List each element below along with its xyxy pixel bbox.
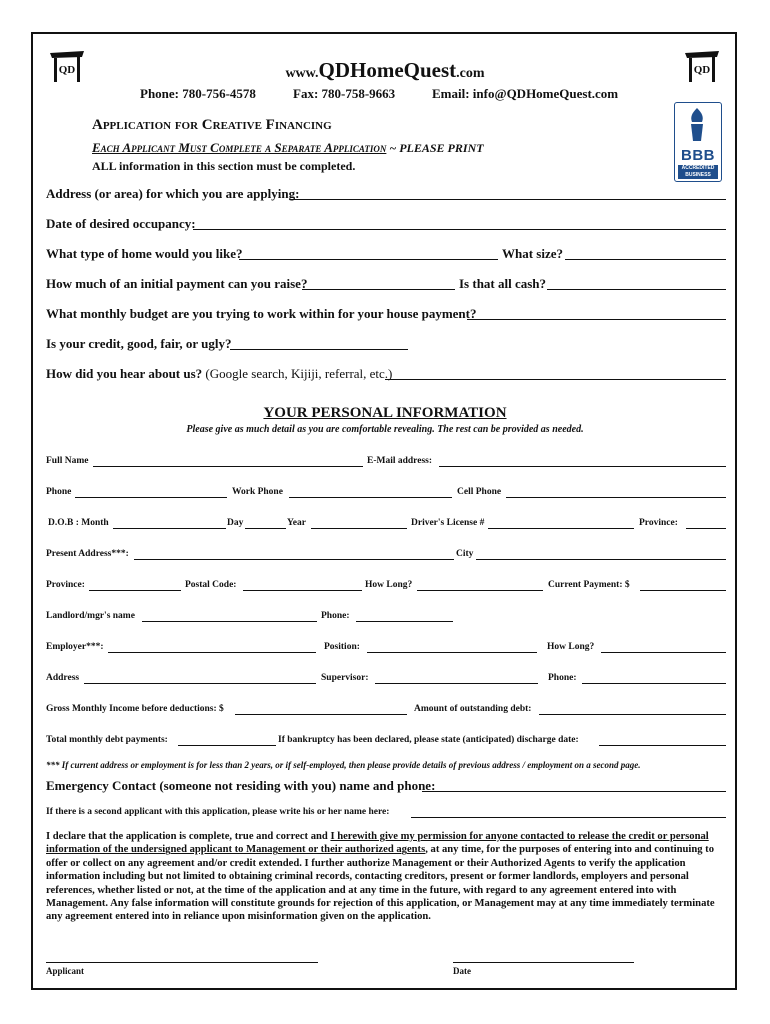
province2-field[interactable] (89, 590, 181, 591)
logo-text: QD (693, 64, 711, 76)
section-note: ALL information in this section must be completed. (92, 159, 356, 173)
personal-info-heading: YOUR PERSONAL INFORMATION (263, 405, 507, 421)
subtitle-rest: ~ PLEASE PRINT (386, 141, 484, 155)
employer-address-label: Address (46, 673, 80, 683)
bbb-badge: ACCREDITED BUSINESS (678, 165, 718, 179)
how-long-field[interactable] (417, 590, 543, 591)
bbb-torch-icon (686, 107, 708, 143)
email-field[interactable] (439, 466, 726, 467)
second-applicant-field[interactable] (411, 817, 726, 818)
emergency-contact-field[interactable] (422, 791, 726, 792)
applicant-signature-field[interactable] (46, 962, 318, 963)
gross-income-field[interactable] (235, 714, 407, 715)
province-field[interactable] (686, 528, 726, 529)
dob-month-field[interactable] (113, 528, 226, 529)
hear-hint: (Google search, Kijiji, referral, etc.) (202, 366, 393, 381)
all-cash-field[interactable] (547, 289, 726, 290)
employer-phone-label: Phone: (548, 673, 577, 683)
site-prefix: www. (285, 66, 319, 81)
occupancy-label: Date of desired occupancy: (46, 216, 196, 231)
employer-field[interactable] (108, 652, 316, 653)
subtitle-underlined: Each Applicant Must Complete a Separate Application (92, 140, 387, 155)
size-label: What size? (502, 246, 564, 261)
how-long2-label: How Long? (547, 642, 595, 652)
initial-payment-field[interactable] (302, 289, 455, 290)
occupancy-field[interactable] (193, 229, 726, 230)
home-type-field[interactable] (239, 259, 498, 260)
phone-field[interactable] (75, 497, 227, 498)
home-type-label: What type of home would you like? (46, 246, 243, 261)
supervisor-field[interactable] (375, 683, 538, 684)
emergency-contact-label: Emergency Contact (someone not residing with you) name and phone: (46, 778, 436, 793)
declaration-text (46, 830, 726, 924)
footnote: *** If current address or employment is for less than 2 years, or if self-employed, then please provide details of previous address / employment on a second page. (46, 760, 641, 770)
postal-code-field[interactable] (243, 590, 362, 591)
form-subtitle (92, 140, 484, 156)
total-debt-label: Total monthly debt payments: (46, 735, 168, 745)
site-name: QDHomeQuest (318, 58, 457, 82)
landlord-label: Landlord/mgr's name (46, 611, 135, 621)
landlord-phone-label: Phone: (321, 611, 350, 621)
current-payment-label: Current Payment: $ (548, 580, 630, 590)
date-signature-field[interactable] (453, 962, 634, 963)
applicant-label: Applicant (46, 966, 85, 976)
how-long2-field[interactable] (601, 652, 726, 653)
personal-info-note: Please give as much detail as you are comfortable revealing. The rest can be provided as needed. (186, 424, 584, 435)
city-field[interactable] (476, 559, 726, 560)
postal-code-label: Postal Code: (185, 580, 237, 590)
form-title: Application for Creative Financing (92, 117, 332, 133)
site-suffix: .com (456, 66, 485, 81)
email-label: E-Mail address: (367, 456, 433, 466)
website-heading (0, 58, 770, 83)
credit-label: Is your credit, good, fair, or ugly? (46, 336, 232, 351)
declaration-part3: , at any time, for the purposes of entering into and continuing to offer or collect on any agreement and/or credit extended. I further authorize Management or their Authorized Agents to verify the application information including but not limited to obtaining criminal records, contacting creditors, present or former landlords, employers and personal references, whether listed or not, at the time of the application and at any time in the future, with regard to any agreement entered into with Management. Any false information will constitute grounds for rejection of this application, or Management may at any time immediately terminate any agreement entered into in reliance upon misinformation given on the application. (46, 844, 715, 923)
outstanding-debt-label: Amount of outstanding debt: (414, 704, 532, 714)
dob-day-field[interactable] (245, 528, 286, 529)
license-label: Driver's License # (411, 518, 485, 528)
city-label: City (456, 549, 474, 559)
cell-phone-field[interactable] (506, 497, 726, 498)
province2-label: Province: (46, 580, 85, 590)
gross-income-label: Gross Monthly Income before deductions: $ (46, 704, 224, 714)
declaration-permission: I herewith give my permission for anyone contacted to release the credit or personal information of the undersigned applicant to Management or their authorized agents (46, 831, 709, 856)
logo-text: QD (58, 64, 76, 76)
work-phone-field[interactable] (289, 497, 452, 498)
full-name-field[interactable] (93, 466, 363, 467)
current-payment-field[interactable] (640, 590, 726, 591)
employer-address-field[interactable] (84, 683, 316, 684)
cell-phone-label: Cell Phone (457, 487, 502, 497)
full-name-label: Full Name (46, 456, 89, 466)
declaration-part1: I declare that the application is complete, true and correct and (46, 831, 331, 842)
license-field[interactable] (488, 528, 634, 529)
employer-phone-field[interactable] (582, 683, 726, 684)
employer-label: Employer***: (46, 642, 104, 652)
dob-day-label: Day (227, 518, 244, 528)
province-label: Province: (639, 518, 678, 528)
budget-label: What monthly budget are you trying to work within for your house payment? (46, 306, 477, 321)
size-field[interactable] (565, 259, 726, 260)
address-label: Address (or area) for which you are applying: (46, 186, 300, 201)
bbb-accredited-logo (674, 102, 722, 182)
how-long-label: How Long? (365, 580, 413, 590)
bankruptcy-field[interactable] (599, 745, 726, 746)
supervisor-label: Supervisor: (321, 673, 369, 683)
hear-question: How did you hear about us? (46, 366, 203, 381)
date-label: Date (453, 966, 471, 976)
position-field[interactable] (367, 652, 537, 653)
phone-text: Phone: 780-756-4578 (140, 86, 256, 101)
address-field[interactable] (290, 199, 726, 200)
initial-payment-label: How much of an initial payment can you raise? (46, 276, 308, 291)
email-text: Email: info@QDHomeQuest.com (432, 86, 619, 101)
bankruptcy-label: If bankruptcy has been declared, please state (anticipated) discharge date: (278, 735, 579, 745)
phone-label: Phone (46, 487, 72, 497)
bbb-text: BBB (681, 147, 715, 164)
present-address-label: Present Address***: (46, 549, 129, 559)
outstanding-debt-field[interactable] (539, 714, 726, 715)
all-cash-label: Is that all cash? (459, 276, 547, 291)
second-applicant-label: If there is a second applicant with this application, please write his or her name here: (46, 807, 390, 817)
work-phone-label: Work Phone (232, 487, 283, 497)
landlord-phone-field[interactable] (356, 621, 453, 622)
dob-month-label: D.O.B : Month (48, 518, 109, 528)
budget-field[interactable] (467, 319, 726, 320)
fax-text: Fax: 780-758-9663 (293, 86, 396, 101)
total-debt-field[interactable] (178, 745, 276, 746)
present-address-field[interactable] (134, 559, 454, 560)
dob-year-label: Year (287, 518, 306, 528)
hear-label (46, 366, 392, 382)
position-label: Position: (324, 642, 360, 652)
hear-field[interactable] (385, 379, 726, 380)
landlord-field[interactable] (142, 621, 317, 622)
credit-field[interactable] (230, 349, 408, 350)
dob-year-field[interactable] (311, 528, 407, 529)
